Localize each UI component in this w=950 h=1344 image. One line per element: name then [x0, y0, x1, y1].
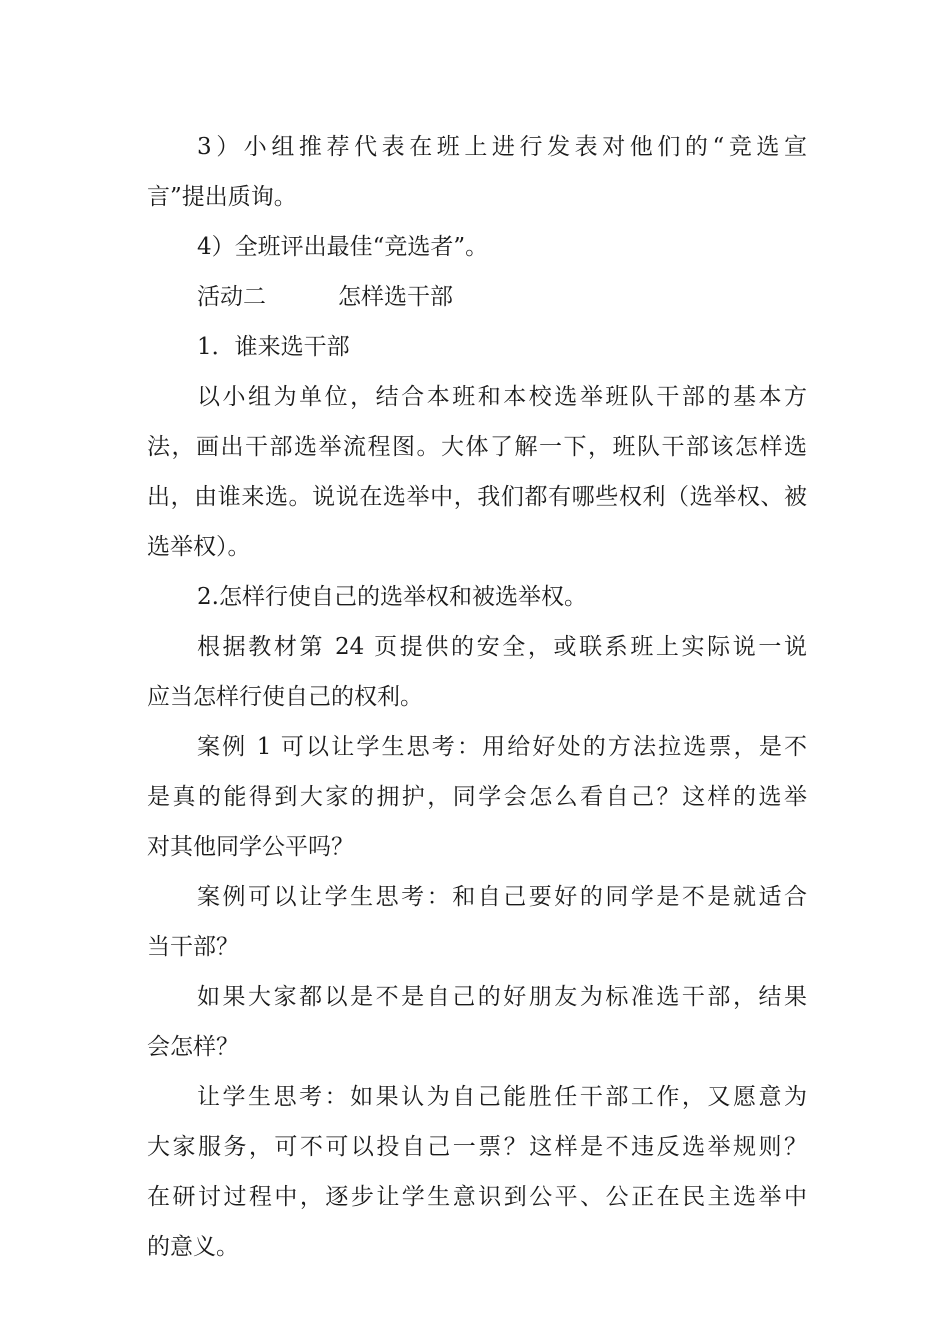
section-heading	[197, 282, 807, 312]
text-line: 言”提出质询。	[147, 184, 297, 210]
text-line: 案例可以让学生思考：和自己要好的同学是不是就适合	[197, 884, 807, 910]
text-line: 根据教材第 24 页提供的安全，或联系班上实际说一说	[197, 634, 807, 660]
text-line: 出，由谁来选。说说在选举中，我们都有哪些权利（选举权、被	[147, 484, 807, 510]
text-line: 对其他同学公平吗？	[147, 834, 354, 860]
text-line: 选举权）。	[147, 534, 251, 560]
section-title: 怎样选干部	[338, 284, 453, 310]
text-line: 4）全班评出最佳“竞选者”。	[197, 234, 489, 260]
text-line: 案例 1 可以让学生思考：用给好处的方法拉选票，是不	[197, 734, 807, 760]
subheading: 1．谁来选干部	[197, 334, 350, 360]
text-line: 以小组为单位，结合本班和本校选举班队干部的基本方	[197, 384, 807, 410]
text-line: 在研讨过程中，逐步让学生意识到公平、公正在民主选举中	[147, 1184, 807, 1210]
text-line: 应当怎样行使自己的权利。	[147, 684, 423, 710]
text-line: 是真的能得到大家的拥护，同学会怎么看自己？这样的选举	[147, 784, 807, 810]
section-label: 活动二	[197, 284, 266, 310]
text-line: 如果大家都以是不是自己的好朋友为标准选干部，结果	[197, 984, 807, 1010]
text-line: 3）小组推荐代表在班上进行发表对他们的“竞选宣	[197, 134, 807, 160]
text-line: 的意义。	[147, 1234, 239, 1260]
text-line: 让学生思考：如果认为自己能胜任干部工作，又愿意为	[197, 1084, 807, 1110]
subheading: 2.怎样行使自己的选举权和被选举权。	[197, 584, 587, 610]
text-line: 法，画出干部选举流程图。大体了解一下，班队干部该怎样选	[147, 434, 807, 460]
text-line: 当干部？	[147, 934, 239, 960]
text-line: 大家服务，可不可以投自己一票？这样是不违反选举规则？	[147, 1134, 807, 1160]
text-line: 会怎样？	[147, 1034, 239, 1060]
